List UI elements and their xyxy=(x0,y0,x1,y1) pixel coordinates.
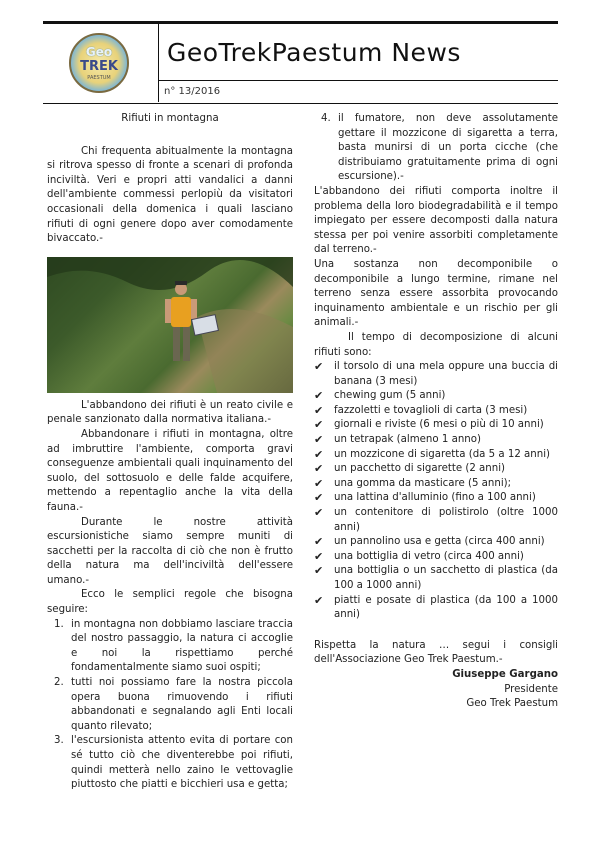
decomposition-item: ✔ un tetrapak (almeno 1 anno) xyxy=(314,433,481,447)
checkmark-icon: ✔ xyxy=(314,462,324,476)
checkmark-icon: ✔ xyxy=(314,389,324,403)
left-column xyxy=(47,112,293,793)
checkmark-icon: ✔ xyxy=(314,447,324,461)
decomposition-item: ✔ il torsolo di una mela oppure una buccia di banana (3 mesi) xyxy=(314,360,558,387)
issue-number: n° 13/2016 xyxy=(164,86,221,97)
decomposition-item: ✔ fazzoletti e tovaglioli di carta (3 mesi) xyxy=(314,403,528,417)
logo-text-paestum: PAESTUM xyxy=(87,75,111,81)
checkmark-icon: ✔ xyxy=(314,403,324,417)
decomposition-item: ✔ giornali e riviste (6 mesi o più di 10 anni) xyxy=(314,418,544,432)
decomposition-item: ✔ una gomma da masticare (5 anni); xyxy=(314,476,512,490)
decomposition-item: ✔ un pannolino usa e getta (circa 400 anni) xyxy=(314,535,545,549)
photo-caption: L'abbandono dei rifiuti è un reato civile e penale sanzionato dalla normativa italiana.- xyxy=(47,399,293,426)
newsletter-title: GeoTrekPaestum News xyxy=(167,38,461,67)
header-divider xyxy=(158,80,558,81)
decomposition-list xyxy=(314,360,558,623)
decomposition-item: ✔ un contenitore di polistirolo (oltre 1000 anni) xyxy=(314,506,558,533)
article-title: Rifiuti in montagna xyxy=(121,113,219,124)
logo-cell xyxy=(43,24,159,102)
logo-text-trek: TREK xyxy=(80,59,118,74)
decomposition-item: ✔ un mozzicone di sigaretta (da 5 a 12 anni) xyxy=(314,447,551,461)
checkmark-icon: ✔ xyxy=(314,593,324,607)
decomposition-item: ✔ una bottiglia di vetro (circa 400 anni) xyxy=(314,549,524,563)
rules-list xyxy=(47,618,293,793)
checkmark-icon: ✔ xyxy=(314,535,324,549)
checkmark-icon: ✔ xyxy=(314,549,324,563)
hiker-photo xyxy=(47,257,293,393)
rule-item: 1. in montagna non dobbiamo lasciare traccia del nostro passaggio, la natura ci accoglie e noi la rispettiamo perché fondamentalmente siamo suoi ospiti; xyxy=(67,618,293,676)
checkmark-icon: ✔ xyxy=(314,418,324,432)
logo-text-geo: Geo xyxy=(85,45,113,59)
rules-list-continued xyxy=(314,112,558,185)
rule-item: 4. il fumatore, non deve assolutamente gettare il mozzicone di sigaretta a terra, basta munirsi di un porta cicche (che distribuiamo gratuitamente prima di ogni escursione).- xyxy=(334,112,558,185)
decomposition-item: ✔ una bottiglia o un sacchetto di plastica (da 100 a 1000 anni) xyxy=(314,564,558,591)
hiker-illustration xyxy=(47,257,293,393)
right-column xyxy=(314,112,558,712)
decomposition-intro: Il tempo di decomposizione di alcuni rifiuti sono: xyxy=(314,331,558,358)
geotrek-logo xyxy=(69,33,129,93)
decomposition-item: ✔ una lattina d'alluminio (fino a 100 anni) xyxy=(314,491,536,505)
checkmark-icon: ✔ xyxy=(314,360,324,374)
signature-organization: Geo Trek Paestum xyxy=(466,698,558,710)
checkmark-icon: ✔ xyxy=(314,506,324,520)
paragraph-consequences: Abbandonare i rifiuti in montagna, oltre ad imbruttire l'ambiente, comporta gravi conseguenze ambientali quali inquinamento del suolo, del sottosuolo e delle falde acquifere, mettendo a repentaglio anche la vita della fauna.- xyxy=(47,428,293,513)
paragraph-biodegradability: L'abbandono dei rifiuti comporta inoltre il problema della loro biodegradabilità e il tempo impiegato per essere decomposti dalla natura stessa per poi venire assorbiti completamente dal terreno.- xyxy=(314,185,558,256)
rules-intro: Ecco le semplici regole che bisogna seguire: xyxy=(47,589,293,616)
decomposition-item: ✔ piatti e posate di plastica (da 100 a 1000 anni) xyxy=(314,593,558,621)
signature-role: Presidente xyxy=(504,683,558,695)
checkmark-icon: ✔ xyxy=(314,433,324,447)
rule-item: 3. l'escursionista attento evita di portare con sé tutto ciò che diventerebbe poi rifiuti, quindi metterà nello zaino le vettovaglie piuttosto che piatti e bicchieri usa e getta; xyxy=(67,734,293,792)
paragraph-non-decomposable: Una sostanza non decomponibile o decomponibile a lungo termine, rimane nel terreno senza essere assorbita provocando inquinamento ambientale e un rischio per gli animali.- xyxy=(314,258,558,329)
rule-item: 2. tutti noi possiamo fare la nostra piccola opera buona rimuovendo i rifiuti abbandonati e segnalando agli Enti locali quanto rilevato; xyxy=(67,676,293,734)
decomposition-item: ✔ un pacchetto di sigarette (2 anni) xyxy=(314,462,506,476)
closing-paragraph: Rispetta la natura … segui i consigli dell'Associazione Geo Trek Paestum.- xyxy=(314,639,558,666)
newsletter-header xyxy=(43,21,558,104)
intro-paragraph: Chi frequenta abitualmente la montagna si ritrova spesso di fronte a scenari di profonda inciviltà. Veri e propri atti vandalici a danni dell'ambiente commessi perlopiù da visitatori occasionali della domenica i quali lasciano rifiuti di ogni genere dopo aver comodamente bivaccato.- xyxy=(47,145,293,245)
paragraph-activities: Durante le nostre attività escursionistiche siamo sempre muniti di sacchetti per la raccolta di ciò che non è frutto della natura ma dell'inciviltà dell'essere umano.- xyxy=(47,516,293,586)
signature-name: Giuseppe Gargano xyxy=(452,668,558,680)
checkmark-icon: ✔ xyxy=(314,476,324,490)
checkmark-icon: ✔ xyxy=(314,564,324,578)
checkmark-icon: ✔ xyxy=(314,491,324,505)
decomposition-item: ✔ chewing gum (5 anni) xyxy=(314,389,446,403)
